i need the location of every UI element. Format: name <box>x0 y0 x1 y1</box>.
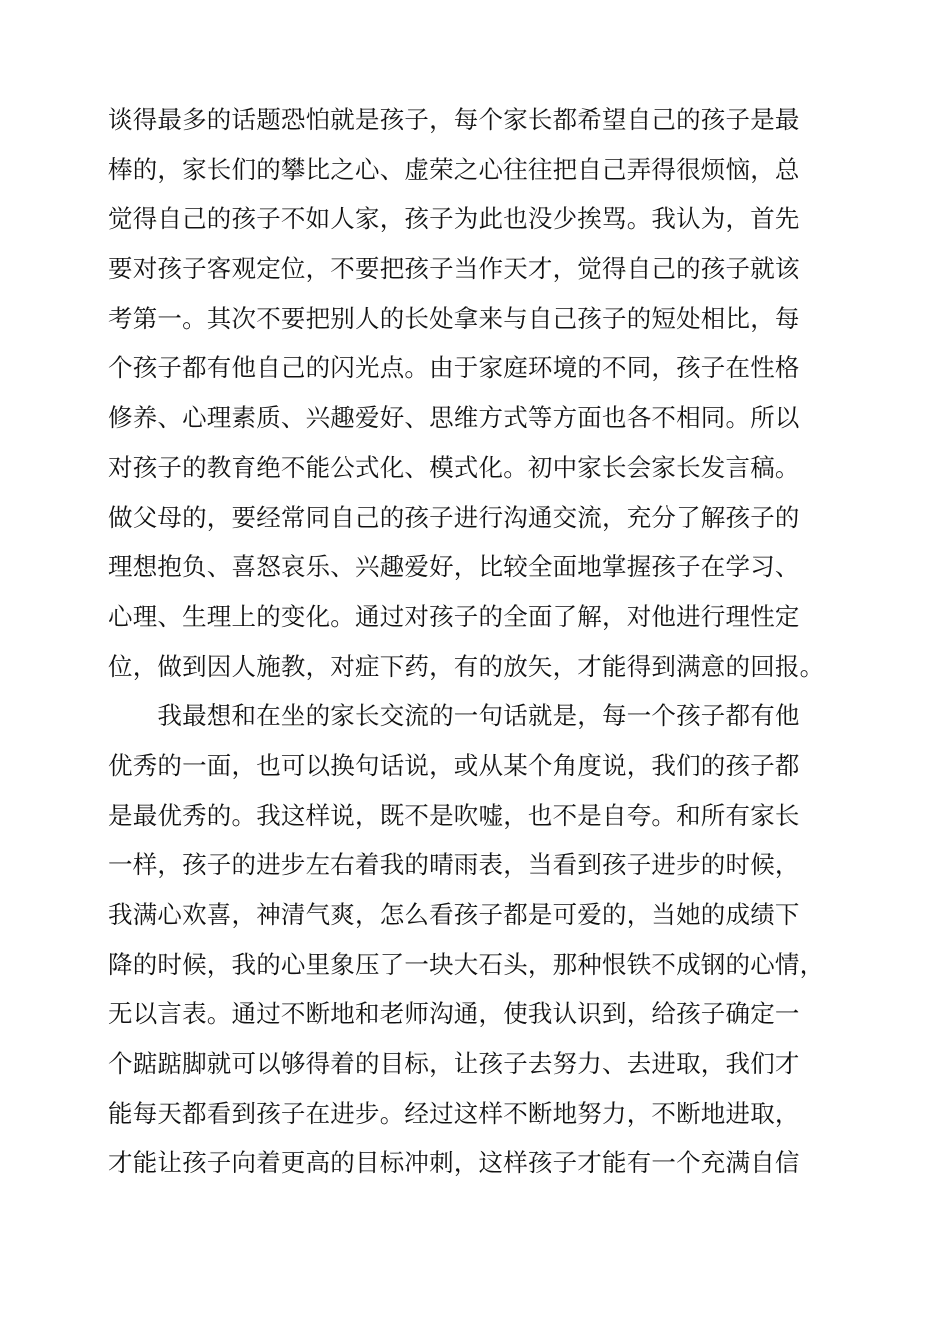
text-line: 优秀的一面，也可以换句话说，或从某个角度说，我们的孩子都 <box>108 750 800 780</box>
text-line: 考第一。其次不要把别人的长处拿来与自己孩子的短处相比，每 <box>108 303 800 333</box>
text-line: 位，做到因人施教，对症下药，有的放矢，才能得到满意的回报。 <box>108 651 825 681</box>
text-line: 修养、心理素质、兴趣爱好、思维方式等方面也各不相同。所以 <box>108 403 800 433</box>
text-line: 心理、生理上的变化。通过对孩子的全面了解，对他进行理性定 <box>108 601 800 631</box>
text-line: 是最优秀的。我这样说，既不是吹嘘，也不是自夸。和所有家长 <box>108 800 800 830</box>
text-line: 才能让孩子向着更高的目标冲刺，这样孩子才能有一个充满自信 <box>108 1148 800 1178</box>
text-line: 能每天都看到孩子在进步。经过这样不断地努力，不断地进取， <box>108 1098 800 1128</box>
text-line: 做父母的，要经常同自己的孩子进行沟通交流，充分了解孩子的 <box>108 502 800 532</box>
text-line: 对孩子的教育绝不能公式化、模式化。初中家长会家长发言稿。 <box>108 452 800 482</box>
text-line: 谈得最多的话题恐怕就是孩子，每个家长都希望自己的孩子是最 <box>108 105 800 134</box>
text-line: 个孩子都有他自己的闪光点。由于家庭环境的不同，孩子在性格 <box>108 353 800 383</box>
body-text <box>108 95 848 1188</box>
text-line: 我满心欢喜，神清气爽，怎么看孩子都是可爱的，当她的成绩下 <box>108 900 800 929</box>
text-line: 降的时候，我的心里象压了一块大石头，那种恨铁不成钢的心情， <box>108 949 825 979</box>
text-line: 要对孩子客观定位，不要把孩子当作天才，觉得自己的孩子就该 <box>108 254 800 284</box>
text-line: 棒的，家长们的攀比之心、虚荣之心往往把自己弄得很烦恼，总 <box>108 154 800 184</box>
text-line: 觉得自己的孩子不如人家，孩子为此也没少挨骂。我认为，首先 <box>108 204 800 234</box>
text-line: 无以言表。通过不断地和老师沟通，使我认识到，给孩子确定一 <box>108 999 800 1029</box>
text-line: 一样，孩子的进步左右着我的晴雨表，当看到孩子进步的时候， <box>108 850 800 880</box>
text-line: 理想抱负、喜怒哀乐、兴趣爱好，比较全面地掌握孩子在学习、 <box>108 552 800 582</box>
paragraph-start-line: 我最想和在坐的家长交流的一句话就是，每一个孩子都有他 <box>108 701 800 731</box>
text-line: 个踮踮脚就可以够得着的目标，让孩子去努力、去进取，我们才 <box>108 1049 800 1079</box>
